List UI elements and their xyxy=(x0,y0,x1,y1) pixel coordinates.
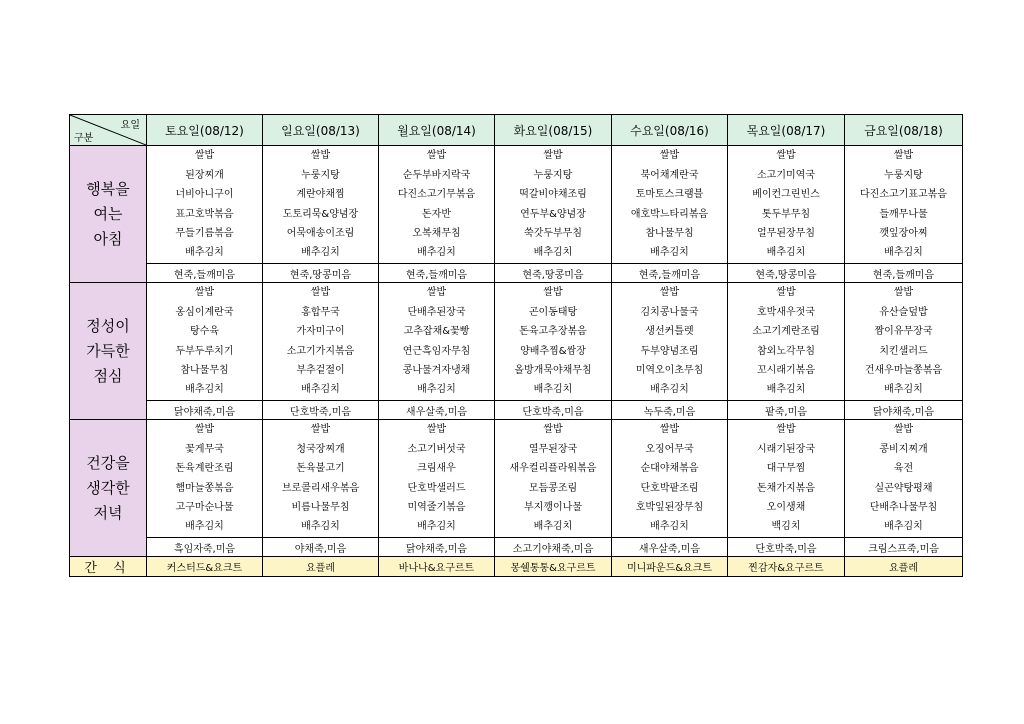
menu-item: 계란야채찜 xyxy=(296,189,345,201)
meal-label-line: 가득한 xyxy=(86,341,130,360)
menu-item: 실곤약탕평채 xyxy=(874,482,933,494)
menu-item: 옹심이계란국 xyxy=(175,306,234,318)
menu-item: 올방개묵야채무침 xyxy=(514,364,592,376)
menu-item: 시래기된장국 xyxy=(757,443,815,455)
porridge-cell: 현죽,땅콩미음 xyxy=(263,264,379,283)
porridge-cell: 단호박죽,미음 xyxy=(495,401,612,420)
menu-item: 단호박팥조림 xyxy=(640,482,699,494)
lunch-menu-cell xyxy=(379,283,495,401)
breakfast-menu-cell xyxy=(728,146,845,264)
menu-item: 쌀밥 xyxy=(776,150,796,162)
lunch-menu-cell xyxy=(495,283,612,401)
breakfast-menu-cell xyxy=(612,146,728,264)
porridge-cell: 녹두죽,미음 xyxy=(612,401,728,420)
dinner-menu-cell xyxy=(612,420,728,538)
menu-item: 배추김치 xyxy=(301,521,340,533)
porridge-cell: 단호박죽,미음 xyxy=(263,401,379,420)
porridge-cell: 새우살죽,미음 xyxy=(379,401,495,420)
menu-item: 배추김치 xyxy=(766,384,806,396)
day-header: 수요일(08/16) xyxy=(612,115,728,146)
lunch-menu-cell xyxy=(147,283,263,401)
menu-item: 북어채계란국 xyxy=(640,169,699,181)
snack-cell: 미니파운드&요크트 xyxy=(612,557,728,577)
menu-item: 쌀밥 xyxy=(426,287,447,299)
dinner-menu-cell xyxy=(263,420,379,538)
menu-item: 비름나물무침 xyxy=(291,501,350,513)
menu-item: 누룽지탕 xyxy=(301,169,340,181)
menu-item: 햄마늘쫑볶음 xyxy=(175,482,234,494)
menu-item: 누룽지탕 xyxy=(884,169,923,181)
menu-item: 배추김치 xyxy=(884,384,923,396)
dinner-menu-cell xyxy=(845,420,963,538)
dinner-row xyxy=(70,420,963,538)
menu-item: 배추김치 xyxy=(650,384,689,396)
menu-item: 무들기름볶음 xyxy=(175,227,234,239)
menu-item: 소고기가지볶음 xyxy=(286,345,355,357)
menu-item: 배추김치 xyxy=(417,384,456,396)
menu-item: 순두부바지락국 xyxy=(402,169,471,181)
menu-item: 배추김치 xyxy=(185,384,224,396)
menu-item: 돈육고추장볶음 xyxy=(519,326,587,338)
menu-item: 베이컨그린빈스 xyxy=(752,189,820,201)
menu-item: 표고호박볶음 xyxy=(175,208,234,220)
menu-item: 양배추찜&쌈장 xyxy=(520,345,586,357)
menu-item: 고추잡채&꽃빵 xyxy=(403,326,470,338)
porridge-cell: 현죽,땅콩미음 xyxy=(728,264,845,283)
snack-cell: 찐감자&요구르트 xyxy=(728,557,845,577)
dinner-label xyxy=(70,420,147,557)
meal-label-line: 여는 xyxy=(93,204,123,223)
menu-item: 배추김치 xyxy=(533,521,573,533)
menu-item: 배추김치 xyxy=(185,521,224,533)
menu-item: 된장찌개 xyxy=(185,169,224,181)
menu-item: 쌀밥 xyxy=(543,287,563,299)
menu-item: 생선커틀렛 xyxy=(645,326,694,338)
lunch-row xyxy=(70,283,963,401)
lunch-label xyxy=(70,283,147,420)
menu-item: 톳두부무침 xyxy=(761,208,811,220)
menu-item: 탕수육 xyxy=(190,326,219,338)
meal-label-line: 저녁 xyxy=(93,503,123,522)
breakfast-menu-cell xyxy=(263,146,379,264)
menu-item: 배추김치 xyxy=(650,521,689,533)
header-row xyxy=(70,115,963,146)
menu-item: 오복채무침 xyxy=(412,227,461,239)
menu-item: 쌀밥 xyxy=(543,424,563,436)
snack-label: 간 식 xyxy=(70,557,147,577)
menu-item: 쌀밥 xyxy=(659,424,680,436)
breakfast-menu-cell xyxy=(845,146,963,264)
menu-item: 콩비지찌개 xyxy=(879,443,928,455)
meal-label-line: 생각한 xyxy=(86,478,130,497)
menu-item: 모듬콩조림 xyxy=(528,482,578,494)
menu-item: 쌀밥 xyxy=(659,287,680,299)
menu-item: 얼무된장무침 xyxy=(757,227,815,239)
dinner-porridge-row xyxy=(70,538,963,557)
menu-item: 소고기버섯국 xyxy=(407,443,466,455)
menu-item: 누룽지탕 xyxy=(533,169,573,181)
menu-item: 참외노각무침 xyxy=(757,345,815,357)
menu-item: 쌀밥 xyxy=(310,424,331,436)
menu-item: 미역줄기볶음 xyxy=(407,501,466,513)
menu-item: 다진소고기무볶음 xyxy=(397,189,476,201)
dinner-menu-cell xyxy=(379,420,495,538)
porridge-cell: 현죽,들깨미음 xyxy=(612,264,728,283)
menu-item: 너비아니구이 xyxy=(175,189,234,201)
menu-item: 단배추된장국 xyxy=(407,306,466,318)
porridge-cell: 새우살죽,미음 xyxy=(612,538,728,557)
menu-item: 배추김치 xyxy=(417,247,456,259)
menu-item: 소고기계란조림 xyxy=(752,326,820,338)
menu-item: 쌀밥 xyxy=(543,150,563,162)
breakfast-porridge-row xyxy=(70,264,963,283)
breakfast-menu-cell xyxy=(147,146,263,264)
menu-item: 애호박느타리볶음 xyxy=(630,208,709,220)
corner-category-label: 구분 xyxy=(74,133,94,144)
menu-item: 건새우마늘쫑볶음 xyxy=(864,364,943,376)
menu-item: 쌀밥 xyxy=(776,287,796,299)
menu-item: 호박새우젓국 xyxy=(757,306,815,318)
day-header: 일요일(08/13) xyxy=(263,115,379,146)
menu-item: 대구무찜 xyxy=(766,463,806,475)
snack-row xyxy=(70,557,963,577)
porridge-cell: 닭야채죽,미음 xyxy=(379,538,495,557)
menu-item: 연근흑임자무침 xyxy=(402,345,471,357)
porridge-cell: 소고기야채죽,미음 xyxy=(495,538,612,557)
porridge-cell: 크림스프죽,미음 xyxy=(845,538,963,557)
porridge-cell: 단호박죽,미음 xyxy=(728,538,845,557)
menu-item: 쌀밥 xyxy=(426,150,447,162)
menu-item: 단배추나물무침 xyxy=(869,501,938,513)
menu-item: 고구마순나물 xyxy=(175,501,234,513)
meal-label-line: 아침 xyxy=(93,229,123,248)
menu-item: 두부양념조림 xyxy=(640,345,699,357)
menu-item: 가자미구이 xyxy=(296,326,345,338)
menu-item: 꽃게무국 xyxy=(185,443,224,455)
dinner-menu-cell xyxy=(147,420,263,538)
menu-item: 떡갈비야채조림 xyxy=(519,189,587,201)
menu-item: 콩나물겨자냉채 xyxy=(402,364,471,376)
menu-item: 돈채가지볶음 xyxy=(757,482,815,494)
menu-item: 크림새우 xyxy=(417,463,456,475)
menu-item: 홍합무국 xyxy=(301,306,340,318)
breakfast-menu-cell xyxy=(379,146,495,264)
menu-item: 부추겉절이 xyxy=(296,364,345,376)
menu-item: 도토리묵&양념장 xyxy=(282,208,359,220)
menu-item: 돈육불고기 xyxy=(296,463,345,475)
snack-cell: 요플레 xyxy=(263,557,379,577)
menu-item: 배추김치 xyxy=(301,384,340,396)
menu-item: 백김치 xyxy=(771,521,801,533)
menu-item: 들깨무나물 xyxy=(879,208,928,220)
meal-menu-table xyxy=(69,114,963,577)
menu-item: 곤이동태탕 xyxy=(528,306,578,318)
menu-item: 배추김치 xyxy=(417,521,456,533)
menu-item: 치킨샐러드 xyxy=(879,345,928,357)
porridge-cell: 현죽,들깨미음 xyxy=(379,264,495,283)
menu-item: 배추김치 xyxy=(301,247,340,259)
menu-item: 쌀밥 xyxy=(893,424,914,436)
menu-item: 오징어무국 xyxy=(645,443,694,455)
menu-item: 배추김치 xyxy=(766,247,806,259)
day-header: 화요일(08/15) xyxy=(495,115,612,146)
breakfast-label xyxy=(70,146,147,283)
menu-item: 연두부&양념장 xyxy=(520,208,586,220)
menu-item: 유산슬덮밥 xyxy=(879,306,928,318)
corner-cell xyxy=(70,115,147,146)
meal-label-line: 행복을 xyxy=(86,179,130,198)
menu-item: 브로콜리새우볶음 xyxy=(281,482,360,494)
menu-item: 미역오이초무침 xyxy=(635,364,704,376)
menu-item: 배추김치 xyxy=(533,384,573,396)
menu-item: 열무된장국 xyxy=(528,443,578,455)
menu-item: 쌀밥 xyxy=(426,424,447,436)
menu-item: 단호박샐러드 xyxy=(407,482,466,494)
meal-label-line: 건강을 xyxy=(86,453,130,472)
porridge-cell: 야채죽,미음 xyxy=(263,538,379,557)
porridge-cell: 닭야채죽,미음 xyxy=(845,401,963,420)
menu-item: 순대야채볶음 xyxy=(640,463,699,475)
lunch-menu-cell xyxy=(845,283,963,401)
porridge-cell: 닭야채죽,미음 xyxy=(147,401,263,420)
snack-cell: 요플레 xyxy=(845,557,963,577)
corner-day-label: 요일 xyxy=(120,120,140,131)
day-header: 월요일(08/14) xyxy=(379,115,495,146)
menu-item: 참나물무침 xyxy=(645,227,694,239)
porridge-cell: 현죽,들깨미음 xyxy=(845,264,963,283)
snack-cell: 바나나&요구르트 xyxy=(379,557,495,577)
menu-item: 쌀밥 xyxy=(659,150,680,162)
menu-item: 쌀밥 xyxy=(194,287,215,299)
menu-item: 쌀밥 xyxy=(310,287,331,299)
menu-item: 꼬시래기볶음 xyxy=(757,364,815,376)
menu-item: 쌀밥 xyxy=(310,150,331,162)
lunch-porridge-row xyxy=(70,401,963,420)
day-header: 금요일(08/18) xyxy=(845,115,963,146)
porridge-cell: 팥죽,미음 xyxy=(728,401,845,420)
lunch-menu-cell xyxy=(612,283,728,401)
menu-item: 김치콩나물국 xyxy=(640,306,699,318)
breakfast-row xyxy=(70,146,963,264)
menu-item: 청국장찌개 xyxy=(296,443,345,455)
menu-item: 다진소고기표고볶음 xyxy=(860,189,947,201)
menu-item: 깻잎장아찌 xyxy=(879,227,928,239)
menu-item: 돈자반 xyxy=(422,208,451,220)
menu-item: 쌀밥 xyxy=(776,424,796,436)
snack-cell: 몽쉘통통&요구르트 xyxy=(495,557,612,577)
porridge-cell: 흑임자죽,미음 xyxy=(147,538,263,557)
menu-item: 새우컬리플라워볶음 xyxy=(509,463,597,475)
day-header: 목요일(08/17) xyxy=(728,115,845,146)
porridge-cell: 현죽,들깨미음 xyxy=(147,264,263,283)
menu-item: 오이생채 xyxy=(766,501,806,513)
menu-item: 쌀밥 xyxy=(194,424,215,436)
menu-item: 배추김치 xyxy=(533,247,573,259)
snack-cell: 커스터드&요크트 xyxy=(147,557,263,577)
menu-item: 쌀밥 xyxy=(194,150,215,162)
menu-item: 소고기미역국 xyxy=(757,169,815,181)
menu-item: 쌀밥 xyxy=(893,287,914,299)
menu-item: 참나물무침 xyxy=(180,364,229,376)
porridge-cell: 현죽,땅콩미음 xyxy=(495,264,612,283)
menu-item: 쑥갓두부무침 xyxy=(524,227,582,239)
menu-item: 배추김치 xyxy=(185,247,224,259)
menu-item: 부지깽이나물 xyxy=(524,501,582,513)
menu-item: 어묵애송이조림 xyxy=(286,227,355,239)
menu-item: 배추김치 xyxy=(650,247,689,259)
meal-label-line: 점심 xyxy=(93,366,123,385)
menu-item: 육전 xyxy=(893,463,914,475)
menu-item: 짬이유무장국 xyxy=(874,326,933,338)
meal-label-line: 정성이 xyxy=(86,316,130,335)
day-header: 토요일(08/12) xyxy=(147,115,263,146)
menu-item: 돈육계란조림 xyxy=(175,463,234,475)
menu-item: 토마토스크램블 xyxy=(635,189,704,201)
menu-item: 쌀밥 xyxy=(893,150,914,162)
breakfast-menu-cell xyxy=(495,146,612,264)
lunch-menu-cell xyxy=(263,283,379,401)
menu-item: 배추김치 xyxy=(884,247,923,259)
dinner-menu-cell xyxy=(728,420,845,538)
menu-item: 배추김치 xyxy=(884,521,923,533)
lunch-menu-cell xyxy=(728,283,845,401)
menu-item: 두부두루치기 xyxy=(175,345,234,357)
dinner-menu-cell xyxy=(495,420,612,538)
menu-item: 호박잎된장무침 xyxy=(635,501,704,513)
